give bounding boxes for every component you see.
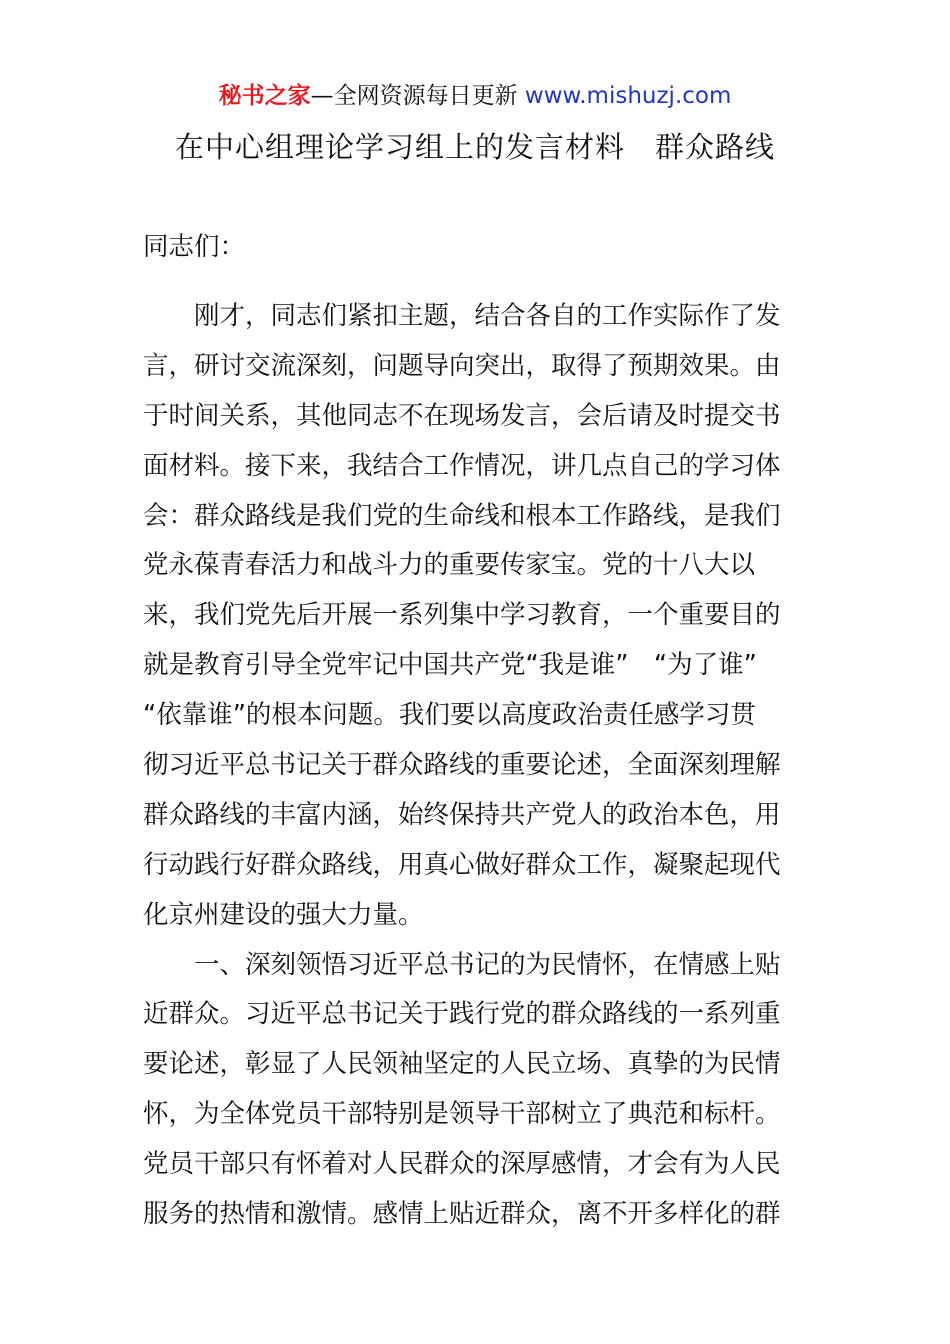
paragraph-line: 党永葆青春活力和战斗力的重要传家宝。党的十八大以 — [143, 550, 756, 581]
paragraph-line: 怀，为全体党员干部特别是领导干部树立了典范和标杆。 — [143, 1099, 781, 1130]
paragraph-line: 来，我们党先后开展一系列集中学习教育，一个重要目的 — [143, 600, 781, 631]
paragraph-line: 于时间关系，其他同志不在现场发言，会后请及时提交书 — [143, 400, 781, 431]
paragraph-line: 行动践行好群众路线，用真心做好群众工作，凝聚起现代 — [143, 849, 781, 880]
paragraph-line: 就是教育引导全党牢记中国共产党“我是谁” “为了谁” — [143, 650, 757, 681]
site-header — [0, 80, 950, 112]
paragraph-line: 化京州建设的强大力量。 — [143, 899, 424, 930]
paragraph-line: 要论述，彰显了人民领袖坚定的人民立场、真挚的为民情 — [143, 1049, 781, 1080]
paragraph-line: 言，研讨交流深刻，问题导向突出，取得了预期效果。由 — [143, 350, 781, 381]
document-body — [143, 227, 811, 1244]
paragraph-line: 群众路线的丰富内涵，始终保持共产党人的政治本色，用 — [143, 799, 781, 830]
section-heading-line: 一、深刻领悟习近平总书记的为民情怀，在情感上贴 — [194, 949, 781, 980]
paragraph-line: 服务的热情和激情。感情上贴近群众，离不开多样化的群 — [143, 1199, 781, 1230]
paragraph-line: 近群众。习近平总书记关于践行党的群众路线的一系列重 — [143, 999, 781, 1030]
site-tagline: —全网资源每日更新 — [310, 83, 518, 109]
document-title: 在中心组理论学习组上的发言材料 群众路线 — [174, 130, 775, 164]
paragraph-line: 党员干部只有怀着对人民群众的深厚感情，才会有为人民 — [143, 1149, 781, 1180]
paragraph-line: 刚才，同志们紧扣主题，结合各自的工作实际作了发 — [194, 301, 781, 331]
paragraph-line: 会：群众路线是我们党的生命线和根本工作路线，是我们 — [143, 500, 781, 531]
paragraph-line: 面材料。接下来，我结合工作情况，讲几点自己的学习体 — [143, 450, 781, 481]
paragraph-line: 彻习近平总书记关于群众路线的重要论述，全面深刻理解 — [143, 750, 781, 781]
paragraph-line: “依靠谁”的根本问题。我们要以高度政治责任感学习贯 — [143, 700, 756, 731]
site-brand: 秘书之家 — [218, 83, 311, 109]
salutation: 同志们： — [143, 232, 246, 262]
site-url-link[interactable]: www.mishuzj.com — [524, 83, 732, 109]
